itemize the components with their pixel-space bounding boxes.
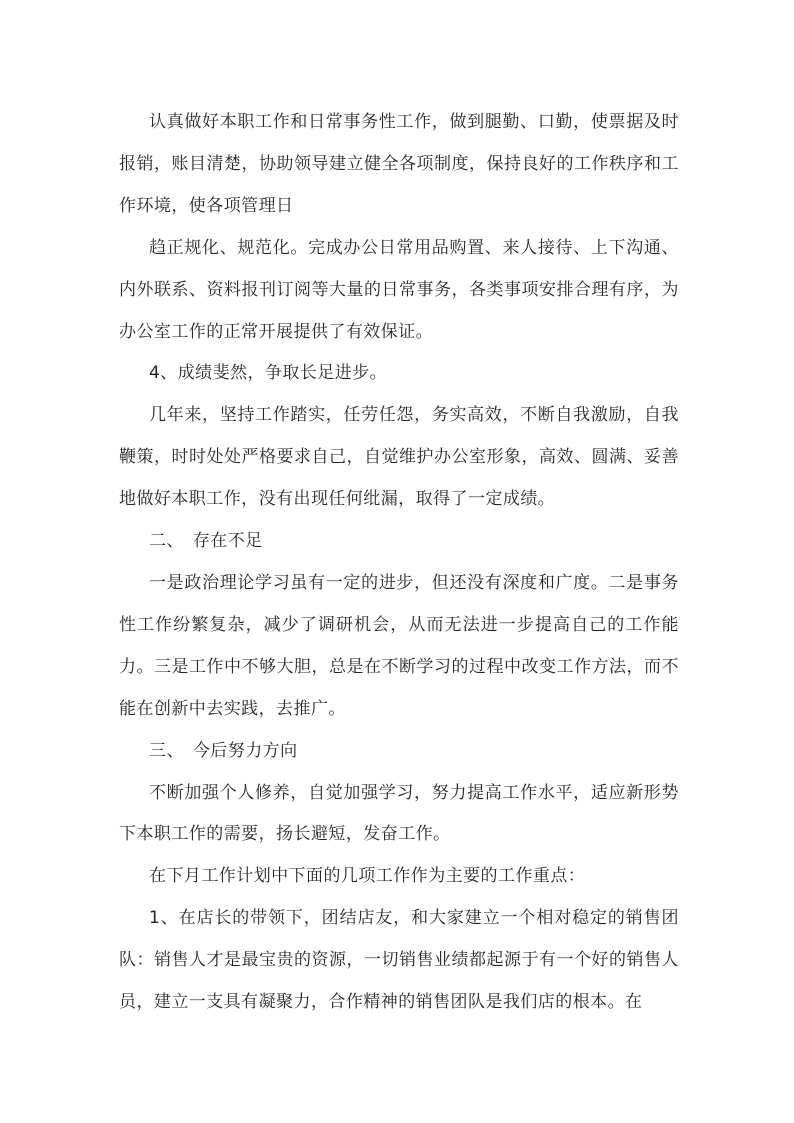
paragraph: 几年来，坚持工作踏实，任劳任怨，务实高效，不断自我激励，自我鞭策，时时处处严格要求自己，自觉维护办公室形象，高效、圆满、妥善地做好本职工作，没有出现任何纰漏，取得了一定成绩。: [119, 405, 679, 510]
document-body: [119, 102, 679, 1024]
paragraph: 1、在店长的带领下，团结店友，和大家建立一个相对稳定的销售团队：销售人才是最宝贵的资源，一切销售业绩都起源于有一个好的销售人员，建立一支具有凝聚力，合作精神的销售团队是我们店的根本。在: [119, 908, 679, 1013]
paragraph: 在下月工作计划中下面的几项工作作为主要的工作重点：: [149, 866, 586, 887]
paragraph: 一是政治理论学习虽有一定的进步，但还没有深度和广度。二是事务性工作纷繁复杂，减少了调研机会，从而无法进一步提高自己的工作能力。三是工作中不够大胆，总是在不断学习的过程中改变工作方法，而不能在创新中去实践，去推广。: [119, 572, 679, 719]
paragraph: 认真做好本职工作和日常事务性工作，做到腿勤、口勤，使票据及时报销，账目清楚，协助领导建立健全各项制度，保持良好的工作秩序和工作环境，使各项管理日: [119, 112, 679, 216]
paragraph: 趋正规化、规范化。完成办公日常用品购置、来人接待、上下沟通、内外联系、资料报刊订阅等大量的日常事务，各类事项安排合理有序，为办公室工作的正常开展提供了有效保证。: [119, 237, 679, 342]
paragraph: 不断加强个人修养，自觉加强学习，努力提高工作水平，适应新形势下本职工作的需要，扬长避短，发奋工作。: [119, 782, 679, 845]
section-heading: 二、 存在不足: [149, 531, 263, 552]
section-heading: 三、 今后努力方向: [149, 740, 298, 761]
list-heading: 4、成绩斐然，争取长足进步。: [149, 363, 388, 384]
